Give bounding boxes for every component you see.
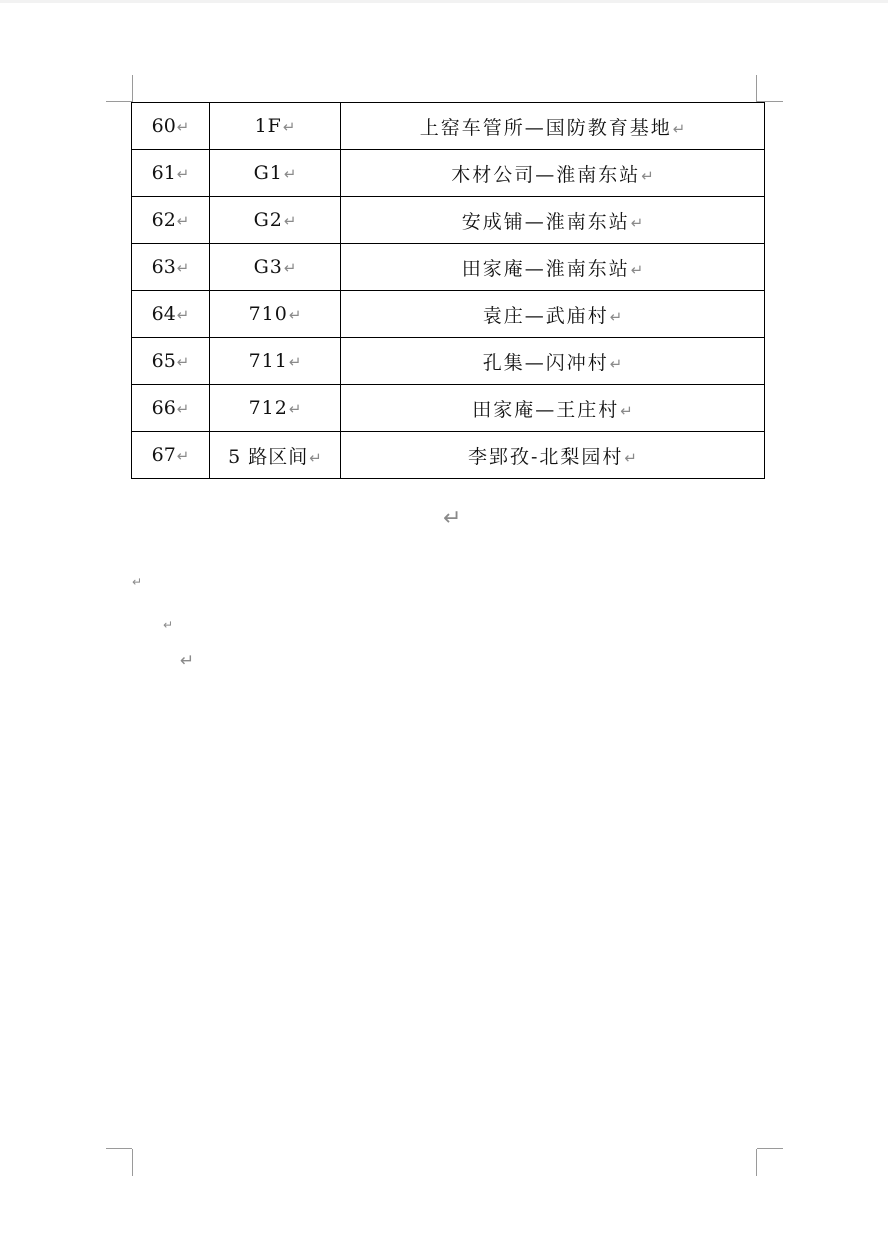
row-number-text: 61 (151, 162, 176, 184)
route-name-text: 孔集—闪冲村 (482, 351, 609, 374)
table-row (132, 432, 765, 479)
route-name-cell (341, 103, 765, 150)
row-number-text: 60 (151, 115, 176, 137)
cell-end-mark: ↵ (609, 354, 623, 373)
route-name-text: 田家庵—淮南东站 (461, 257, 630, 280)
route-name-text: 木材公司—淮南东站 (451, 163, 641, 186)
route-code-text: G1 (253, 162, 283, 184)
cell-end-mark: ↵ (282, 118, 296, 136)
route-code-cell (210, 291, 341, 338)
row-number-text: 62 (151, 209, 176, 231)
table-row (132, 150, 765, 197)
cell-end-mark: ↵ (620, 401, 633, 420)
route-name-cell (341, 291, 765, 338)
row-number-text: 63 (151, 256, 176, 278)
route-code-cell (210, 244, 341, 291)
cell-end-mark: ↵ (609, 307, 623, 326)
table-row (132, 291, 765, 338)
cell-end-mark: ↵ (641, 166, 654, 185)
row-number-text: 67 (151, 444, 176, 466)
route-name-text: 安成铺—淮南东站 (461, 210, 630, 233)
crop-mark-top-left-horizontal (106, 101, 132, 102)
table-row (132, 338, 765, 385)
crop-mark-top-right-vertical (756, 75, 757, 102)
row-number-cell (132, 103, 210, 150)
route-code-text: 711 (248, 350, 288, 372)
row-number-cell (132, 432, 210, 479)
route-code-cell (210, 103, 341, 150)
cell-end-mark: ↵ (176, 212, 190, 230)
route-name-text: 袁庄—武庙村 (482, 304, 609, 327)
crop-mark-bottom-right-horizontal (757, 1148, 783, 1149)
cell-end-mark: ↵ (630, 260, 644, 279)
route-code-cell (210, 197, 341, 244)
cell-end-mark: ↵ (288, 353, 302, 371)
cell-end-mark: ↵ (176, 118, 190, 136)
cell-end-mark: ↵ (288, 400, 302, 418)
row-number-cell (132, 197, 210, 244)
table-row (132, 197, 765, 244)
route-name-text: 李郢孜-北梨园村 (468, 445, 624, 468)
cell-end-mark: ↵ (288, 306, 302, 324)
cell-end-mark: ↵ (283, 212, 297, 230)
route-table-body (132, 103, 765, 479)
cell-end-mark: ↵ (176, 165, 190, 183)
table-row (132, 244, 765, 291)
route-name-cell (341, 432, 765, 479)
paragraph-mark: ↵ (180, 651, 195, 671)
row-number-cell (132, 150, 210, 197)
route-code-text: 1F (254, 115, 282, 137)
route-code-text: 712 (248, 397, 288, 419)
cell-end-mark: ↵ (283, 165, 297, 183)
cell-end-mark: ↵ (176, 400, 190, 418)
table-row (132, 103, 765, 150)
cell-end-mark: ↵ (624, 448, 637, 467)
row-number-cell (132, 244, 210, 291)
route-code-cell (210, 432, 341, 479)
row-number-text: 65 (151, 350, 176, 372)
row-number-cell (132, 385, 210, 432)
page-top-edge (0, 0, 888, 3)
crop-mark-top-left-vertical (132, 75, 133, 102)
route-code-text: 5 路区间 (228, 445, 309, 468)
route-code-text: G3 (253, 256, 283, 278)
route-code-cell (210, 150, 341, 197)
route-name-cell (341, 197, 765, 244)
bus-route-table (131, 102, 765, 479)
route-name-cell (341, 150, 765, 197)
cell-end-mark: ↵ (176, 447, 190, 465)
route-name-cell (341, 244, 765, 291)
row-number-text: 64 (151, 303, 176, 325)
cell-end-mark: ↵ (309, 448, 322, 467)
table-row (132, 385, 765, 432)
row-number-cell (132, 338, 210, 385)
route-name-text: 田家庵—王庄村 (472, 398, 620, 421)
route-code-text: 710 (248, 303, 288, 325)
route-code-cell (210, 338, 341, 385)
crop-mark-bottom-right-vertical (756, 1149, 757, 1176)
cell-end-mark: ↵ (283, 259, 297, 277)
route-name-cell (341, 338, 765, 385)
cell-end-mark: ↵ (630, 213, 644, 232)
paragraph-mark: ↵ (132, 575, 143, 589)
row-number-cell (132, 291, 210, 338)
cell-end-mark: ↵ (672, 119, 686, 138)
route-name-text: 上窑车管所—国防教育基地 (419, 116, 672, 139)
cell-end-mark: ↵ (176, 306, 190, 324)
crop-mark-bottom-left-horizontal (106, 1148, 132, 1149)
crop-mark-bottom-left-vertical (132, 1149, 133, 1176)
paragraph-mark: ↵ (443, 506, 462, 531)
route-code-cell (210, 385, 341, 432)
row-number-text: 66 (151, 397, 176, 419)
cell-end-mark: ↵ (176, 353, 190, 371)
route-name-cell (341, 385, 765, 432)
cell-end-mark: ↵ (176, 259, 190, 277)
paragraph-mark: ↵ (163, 618, 174, 632)
route-code-text: G2 (253, 209, 283, 231)
